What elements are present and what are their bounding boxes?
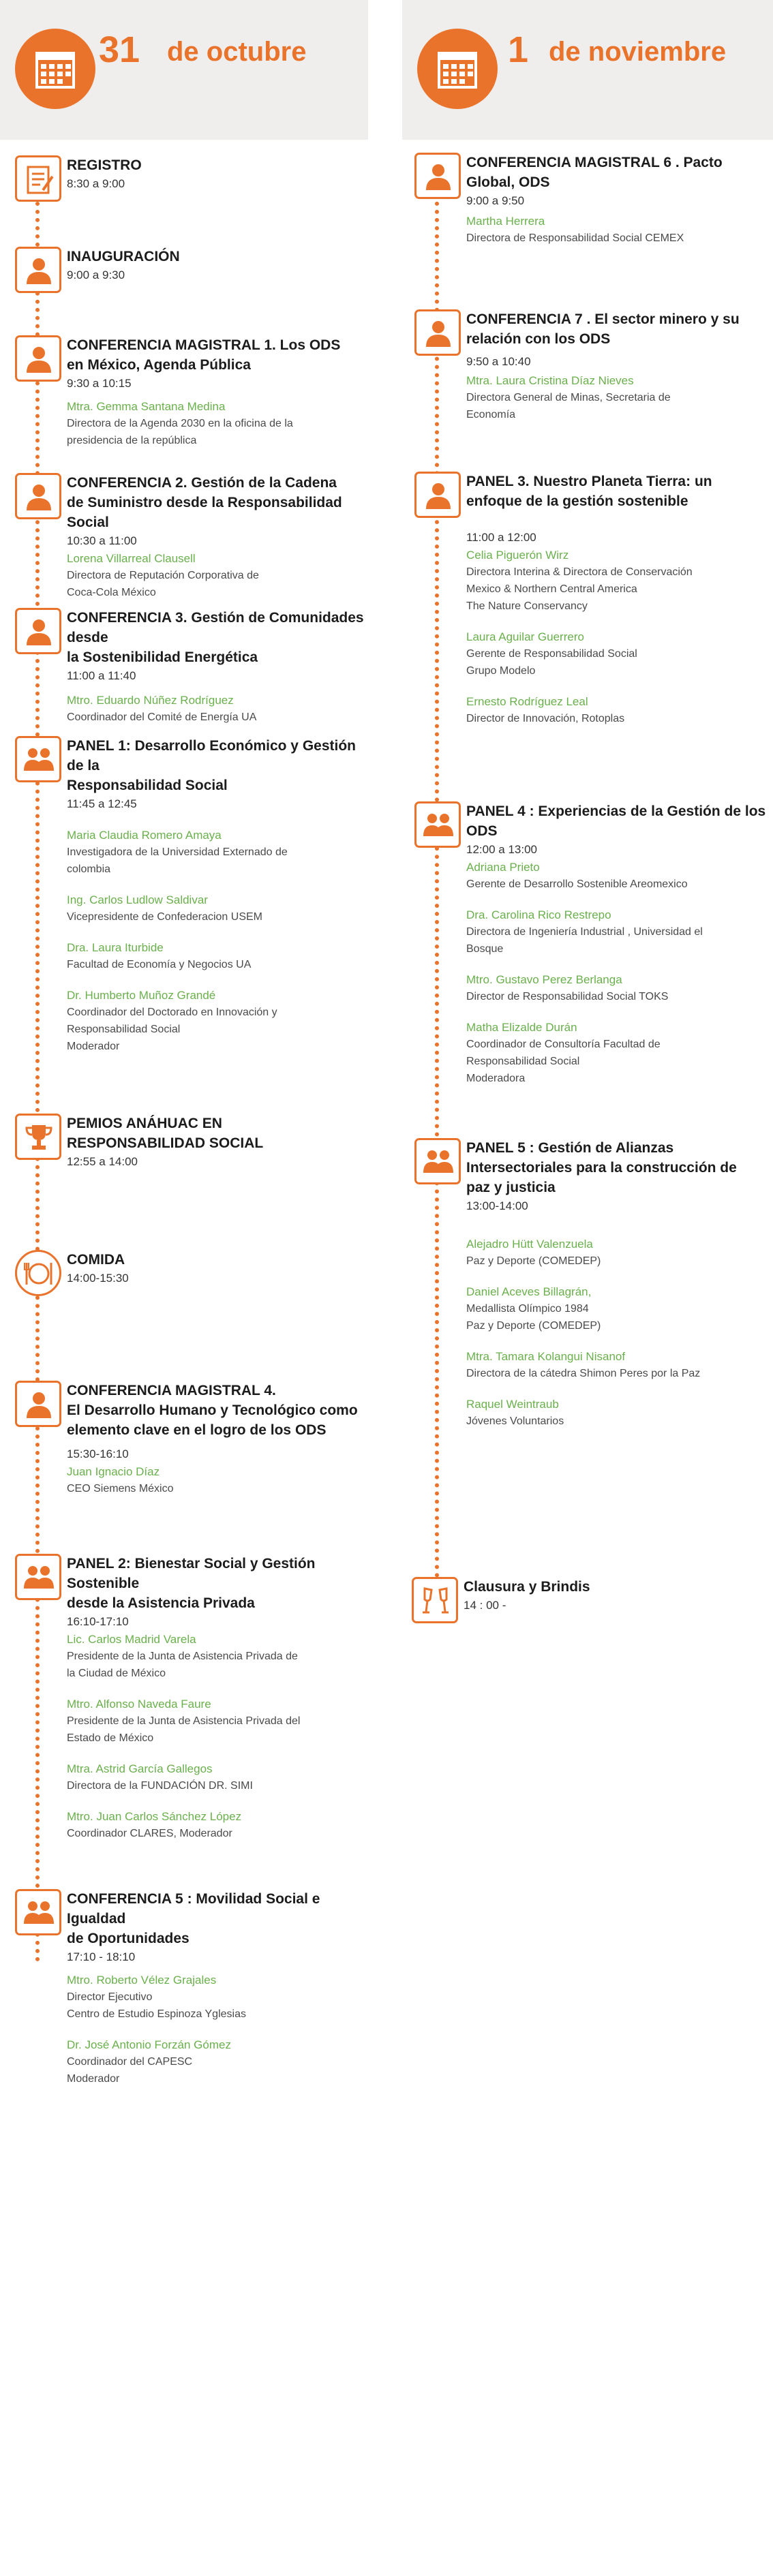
event-time: 14 : 00 - [464, 1599, 506, 1612]
event-time: 11:45 a 12:45 [67, 797, 137, 810]
speaker-role: Coordinador del CAPESC Moderador [67, 2056, 193, 2085]
left-month: de octubre [167, 37, 307, 67]
speaker-role: Directora de la Agenda 2030 en la oficina de la presidencia de la república [67, 418, 293, 446]
speaker [67, 939, 369, 973]
speaker-name: Mtro. Alfonso Naveda Faure [67, 1698, 211, 1711]
person-icon [414, 472, 461, 518]
event-time: 8:30 a 9:00 [67, 177, 125, 190]
person-icon [15, 335, 61, 382]
speaker-name: Raquel Weintraub [466, 1398, 559, 1411]
speaker-role: Gerente de Desarrollo Sostenible Areomexico [466, 878, 688, 890]
speaker-name: Mtro. Roberto Vélez Grajales [67, 1974, 217, 1987]
speaker [466, 1236, 737, 1270]
event-title: Clausura y Brindis [464, 1579, 590, 1595]
event-title: CONFERENCIA 7 . El sector minero y su relación con los ODS [466, 311, 740, 347]
event-time: 10:30 a 11:00 [67, 534, 137, 547]
speaker [466, 1283, 737, 1334]
speaker-role: Facultad de Economía y Negocios UA [67, 959, 252, 970]
speaker-role: Investigadora de la Universidad Externado de colombia [67, 846, 288, 875]
speaker-name: Matha Elizalde Durán [466, 1021, 577, 1034]
speaker-name: Ernesto Rodríguez Leal [466, 695, 588, 708]
speaker [466, 693, 712, 727]
group-icon [15, 1554, 61, 1600]
right-day-header [402, 0, 773, 140]
speaker-role: Coordinador del Comité de Energía UA [67, 711, 257, 723]
event-time: 12:00 a 13:00 [466, 843, 537, 856]
speaker [67, 987, 369, 1055]
speaker-name: Dra. Laura Iturbide [67, 941, 164, 954]
person-icon [414, 153, 461, 199]
event-title: COMIDA [67, 1252, 125, 1268]
event-time: 9:50 a 10:40 [466, 355, 531, 368]
speaker-role: Presidente de la Junta de Asistencia Privada del Estado de México [67, 1715, 301, 1744]
speaker [466, 547, 712, 615]
event-title: PANEL 5 : Gestión de Alianzas Intersectoriales para la construcción de paz y justicia [466, 1140, 737, 1195]
clipboard-icon [15, 155, 61, 202]
person-icon [15, 247, 61, 293]
speaker [466, 213, 723, 247]
speaker-role: Jóvenes Voluntarios [466, 1415, 564, 1427]
speaker-name: Mtra. Laura Cristina Díaz Nieves [466, 374, 634, 387]
event-title: PANEL 1: Desarrollo Económico y Gestión de la Responsabilidad Social [67, 738, 356, 793]
event-time: 11:00 a 11:40 [67, 669, 136, 682]
speaker-role: Directora de Reputación Corporativa de Coca-Cola México [67, 570, 259, 598]
event-title: CONFERENCIA MAGISTRAL 6 . Pacto Global, ODS [466, 155, 723, 190]
event-title: PANEL 4 : Experiencias de la Gestión de los ODS [466, 803, 766, 839]
speaker-name: Juan Ignacio Díaz [67, 1465, 160, 1478]
speaker [67, 550, 342, 601]
group-icon [15, 1889, 61, 1935]
speaker [67, 1808, 369, 1842]
event-title: PANEL 2: Bienestar Social y Gestión Sostenible desde la Asistencia Privada [67, 1556, 316, 1611]
event-time: 16:10-17:10 [67, 1615, 129, 1628]
speaker-name: Ing. Carlos Ludlow Saldivar [67, 893, 208, 906]
event-title: PANEL 3. Nuestro Planeta Tierra: un enfoque de la gestión sostenible [466, 474, 712, 509]
speaker-role: Directora de Ingeniería Industrial , Universidad el Bosque [466, 926, 703, 955]
speaker-role: Coordinador de Consultoría Facultad de Responsabilidad Social Moderadora [466, 1039, 661, 1084]
event-time: 11:00 a 12:00 [466, 531, 536, 544]
speaker-role: Directora de la FUNDACIÓN DR. SIMI [67, 1780, 253, 1792]
right-month: de noviembre [549, 37, 727, 67]
group-icon [414, 801, 461, 848]
speaker [67, 398, 340, 449]
speaker [466, 1019, 766, 1087]
speaker-name: Laura Aguilar Guerrero [466, 630, 584, 643]
speaker-name: Mtro. Juan Carlos Sánchez López [67, 1810, 242, 1823]
event-title: INAUGURACIÓN [67, 249, 180, 264]
speaker-role: Director de Responsabilidad Social TOKS [466, 991, 669, 1002]
speaker-name: Mtra. Gemma Santana Medina [67, 400, 226, 413]
speaker [67, 2036, 369, 2087]
event-time: 9:30 a 10:15 [67, 377, 132, 390]
right-day-number: 1 [508, 29, 529, 70]
event-title: REGISTRO [67, 157, 142, 173]
speaker [466, 628, 712, 679]
speaker-name: Adriana Prieto [466, 861, 540, 874]
speaker [466, 372, 740, 423]
left-day-number: 31 [99, 29, 140, 70]
speaker [67, 1972, 369, 2023]
event-time: 17:10 - 18:10 [67, 1950, 136, 1963]
toast-glasses-icon [412, 1577, 458, 1623]
speaker-name: Maria Claudia Romero Amaya [67, 829, 222, 842]
speaker-name: Alejadro Hütt Valenzuela [466, 1238, 593, 1251]
speaker-role: Directora Interina & Directora de Conservación Mexico & Northern Central America The Nature Conservancy [466, 566, 693, 612]
event-time: 12:55 a 14:00 [67, 1155, 138, 1168]
speaker [67, 891, 369, 925]
event-time: 14:00-15:30 [67, 1272, 129, 1285]
speaker [67, 1760, 369, 1794]
event-title: PEMIOS ANÁHUAC EN RESPONSABILIDAD SOCIAL [67, 1116, 264, 1151]
speaker-name: Dra. Carolina Rico Restrepo [466, 908, 611, 921]
speaker-role: Coordinador CLARES, Moderador [67, 1828, 232, 1839]
speaker-role: Paz y Deporte (COMEDEP) [466, 1255, 601, 1267]
right-timeline [435, 177, 439, 1595]
speaker-role: Director Ejecutivo Centro de Estudio Espinoza Yglesias [67, 1991, 246, 2020]
speaker [466, 906, 766, 957]
event-title: CONFERENCIA MAGISTRAL 4. El Desarrollo Humano y Tecnológico como elemento clave en el logro de los ODS [67, 1383, 358, 1438]
speaker [67, 1631, 369, 1682]
speaker-role: CEO Siemens México [67, 1483, 174, 1494]
speaker-role: Directora de la cátedra Shimon Peres por la Paz [466, 1368, 701, 1379]
speaker-name: Mtro. Eduardo Núñez Rodríguez [67, 694, 234, 707]
speaker-role: Presidente de la Junta de Asistencia Privada de la Ciudad de México [67, 1651, 298, 1679]
speaker-role: Medallista Olímpico 1984 Paz y Deporte (COMEDEP) [466, 1303, 601, 1332]
trophy-icon [15, 1114, 61, 1160]
group-icon [414, 1138, 461, 1184]
speaker-role: Coordinador del Doctorado en Innovación y Responsabilidad Social Moderador [67, 1007, 277, 1052]
event-time: 15:30-16:10 [67, 1447, 129, 1460]
speaker [67, 1463, 358, 1497]
event-title: CONFERENCIA MAGISTRAL 1. Los ODS en México, Agenda Pública [67, 337, 341, 373]
speaker-role: Directora de Responsabilidad Social CEMEX [466, 232, 684, 244]
left-timeline [35, 177, 40, 1963]
event-title: CONFERENCIA 5 : Movilidad Social e Igualdad de Oportunidades [67, 1891, 320, 1946]
speaker-role: Directora General de Minas, Secretaria de Economía [466, 392, 671, 420]
calendar-icon [15, 29, 95, 109]
event-title: CONFERENCIA 3. Gestión de Comunidades desde la Sostenibilidad Energética [67, 610, 364, 665]
speaker-name: Lic. Carlos Madrid Varela [67, 1633, 196, 1646]
event-time: 13:00-14:00 [466, 1199, 528, 1212]
speaker-name: Martha Herrera [466, 215, 545, 228]
person-icon [15, 608, 61, 654]
person-icon [15, 473, 61, 519]
speaker-role: Gerente de Responsabilidad Social Grupo Modelo [466, 648, 637, 677]
left-day-header [0, 0, 368, 140]
event-time: 9:00 a 9:50 [466, 194, 525, 207]
speaker [67, 827, 369, 878]
speaker-name: Lorena Villarreal Clausell [67, 552, 196, 565]
speaker-role: Vicepresidente de Confederacion USEM [67, 911, 262, 923]
speaker-role: Director de Innovación, Rotoplas [466, 713, 625, 724]
speaker [466, 859, 766, 893]
group-icon [15, 736, 61, 782]
speaker-name: Dr. Humberto Muñoz Grandé [67, 989, 216, 1002]
person-icon [15, 1381, 61, 1427]
event-time: 9:00 a 9:30 [67, 269, 125, 281]
speaker-name: Dr. José Antonio Forzán Gómez [67, 2038, 231, 2051]
speaker [466, 971, 766, 1005]
speaker [67, 1696, 369, 1747]
speaker [67, 692, 369, 726]
calendar-icon [417, 29, 498, 109]
person-icon [414, 309, 461, 356]
speaker-name: Celia Piguerón Wirz [466, 549, 569, 562]
speaker [466, 1396, 737, 1430]
speaker [466, 1348, 737, 1382]
event-title: CONFERENCIA 2. Gestión de la Cadena de Suministro desde la Responsabilidad Social [67, 475, 342, 530]
speaker-name: Daniel Aceves Billagrán, [466, 1285, 592, 1298]
dining-icon [15, 1250, 61, 1296]
speaker-name: Mtra. Astrid García Gallegos [67, 1762, 213, 1775]
speaker-name: Mtra. Tamara Kolangui Nisanof [466, 1350, 626, 1363]
speaker-name: Mtro. Gustavo Perez Berlanga [466, 973, 622, 986]
